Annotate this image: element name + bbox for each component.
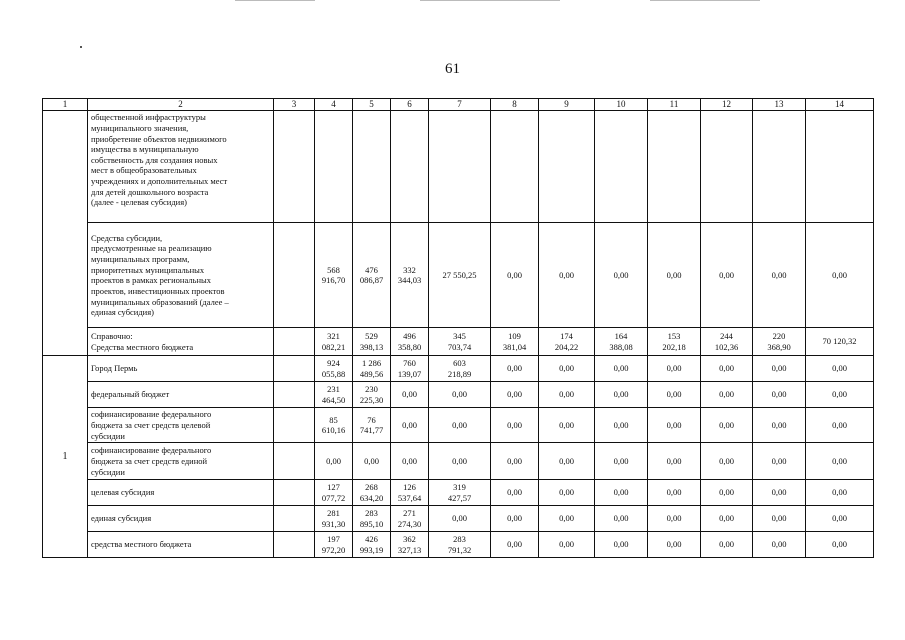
table-row (43, 356, 874, 382)
value-cell: 0,00 (648, 382, 701, 408)
value-cell: 321 082,21 (315, 328, 353, 356)
value-cell: 0,00 (491, 506, 539, 532)
column-number-cell: 1 (43, 99, 88, 111)
row-label-cell: Справочно: Средства местного бюджета (88, 328, 274, 356)
value-cell: 231 464,50 (315, 382, 353, 408)
value-cell: 345 703,74 (429, 328, 491, 356)
row-label-cell: федеральный бюджет (88, 382, 274, 408)
value-cell: 426 993,19 (353, 532, 391, 558)
table-body (43, 99, 874, 558)
column-number-cell: 6 (391, 99, 429, 111)
column-number-cell: 2 (88, 99, 274, 111)
value-cell: 0,00 (429, 382, 491, 408)
value-cell: 760 139,07 (391, 356, 429, 382)
value-cell: 244 102,36 (701, 328, 753, 356)
empty-cell (274, 408, 315, 443)
scan-top-rule (420, 0, 560, 1)
value-cell: 0,00 (595, 356, 648, 382)
value-cell: 1 286 489,56 (353, 356, 391, 382)
value-cell: 0,00 (806, 223, 874, 328)
empty-cell (274, 356, 315, 382)
table-row (43, 223, 874, 328)
value-cell: 924 055,88 (315, 356, 353, 382)
empty-value-cell (353, 111, 391, 223)
empty-cell (274, 443, 315, 480)
column-number-cell: 5 (353, 99, 391, 111)
empty-value-cell (391, 111, 429, 223)
empty-cell (274, 111, 315, 223)
empty-value-cell (753, 111, 806, 223)
value-cell: 0,00 (753, 356, 806, 382)
value-cell: 0,00 (648, 356, 701, 382)
value-cell: 0,00 (648, 480, 701, 506)
value-cell: 0,00 (491, 356, 539, 382)
value-cell: 603 218,89 (429, 356, 491, 382)
row-number-cell (43, 111, 88, 356)
value-cell: 220 368,90 (753, 328, 806, 356)
table-row (43, 111, 874, 223)
value-cell: 0,00 (806, 356, 874, 382)
row-label-cell: софинансирование федерального бюджета за счет средств целевой субсидии (88, 408, 274, 443)
empty-value-cell (595, 111, 648, 223)
value-cell: 0,00 (595, 408, 648, 443)
row-label-cell: единая субсидия (88, 506, 274, 532)
value-cell: 0,00 (753, 382, 806, 408)
value-cell: 70 120,32 (806, 328, 874, 356)
value-cell: 271 274,30 (391, 506, 429, 532)
value-cell: 0,00 (648, 532, 701, 558)
header-row (43, 99, 874, 111)
value-cell: 268 634,20 (353, 480, 391, 506)
table-row (43, 408, 874, 443)
row-label-cell: Город Пермь (88, 356, 274, 382)
value-cell: 0,00 (429, 443, 491, 480)
value-cell: 0,00 (539, 480, 595, 506)
value-cell: 0,00 (491, 532, 539, 558)
value-cell: 0,00 (595, 223, 648, 328)
value-cell: 164 388,08 (595, 328, 648, 356)
value-cell: 0,00 (753, 480, 806, 506)
empty-value-cell (315, 111, 353, 223)
table-row (43, 532, 874, 558)
value-cell: 0,00 (491, 382, 539, 408)
empty-cell (274, 480, 315, 506)
value-cell: 0,00 (595, 443, 648, 480)
group-number-cell: 1 (43, 356, 88, 558)
empty-value-cell (806, 111, 874, 223)
value-cell: 0,00 (648, 408, 701, 443)
row-label-cell: целевая субсидия (88, 480, 274, 506)
value-cell: 0,00 (806, 443, 874, 480)
column-number-cell: 9 (539, 99, 595, 111)
value-cell: 0,00 (701, 223, 753, 328)
value-cell: 0,00 (806, 480, 874, 506)
value-cell: 0,00 (491, 480, 539, 506)
empty-value-cell (648, 111, 701, 223)
value-cell: 362 327,13 (391, 532, 429, 558)
table-row (43, 480, 874, 506)
value-cell: 0,00 (701, 382, 753, 408)
value-cell: 0,00 (753, 532, 806, 558)
value-cell: 0,00 (539, 382, 595, 408)
row-label-cell: общественной инфраструктуры муниципального значения, приобретение объектов недвижимого имущества в муниципальную собственность для создания новых мест в общеобразовательных учреждениях и дополнительных мест для детей дошкольного возраста (далее - целевая субсидия) (88, 111, 274, 223)
value-cell: 0,00 (701, 408, 753, 443)
scan-top-rule (235, 0, 315, 1)
value-cell: 0,00 (753, 506, 806, 532)
value-cell: 0,00 (539, 356, 595, 382)
empty-cell (274, 382, 315, 408)
table-row (43, 328, 874, 356)
value-cell: 0,00 (315, 443, 353, 480)
empty-value-cell (539, 111, 595, 223)
column-number-cell: 13 (753, 99, 806, 111)
value-cell: 127 077,72 (315, 480, 353, 506)
value-cell: 281 931,30 (315, 506, 353, 532)
value-cell: 0,00 (539, 506, 595, 532)
value-cell: 0,00 (648, 443, 701, 480)
value-cell: 0,00 (391, 408, 429, 443)
column-number-cell: 14 (806, 99, 874, 111)
value-cell: 568 916,70 (315, 223, 353, 328)
table-row (43, 506, 874, 532)
value-cell: 0,00 (491, 223, 539, 328)
scan-speck (80, 46, 82, 48)
value-cell: 0,00 (429, 506, 491, 532)
value-cell: 230 225,30 (353, 382, 391, 408)
value-cell: 0,00 (701, 506, 753, 532)
budget-table (42, 98, 874, 558)
column-number-cell: 12 (701, 99, 753, 111)
value-cell: 174 204,22 (539, 328, 595, 356)
empty-cell (274, 532, 315, 558)
value-cell: 0,00 (595, 506, 648, 532)
value-cell: 0,00 (701, 443, 753, 480)
value-cell: 283 791,32 (429, 532, 491, 558)
value-cell: 0,00 (701, 480, 753, 506)
empty-value-cell (701, 111, 753, 223)
column-number-cell: 7 (429, 99, 491, 111)
value-cell: 283 895,10 (353, 506, 391, 532)
value-cell: 0,00 (753, 223, 806, 328)
value-cell: 76 741,77 (353, 408, 391, 443)
page-number: 61 (445, 61, 460, 77)
scan-top-rule (650, 0, 760, 1)
value-cell: 319 427,57 (429, 480, 491, 506)
row-label-cell: Средства субсидии, предусмотренные на реализацию муниципальных программ, приоритетных муниципальных проектов в рамках региональных проектов, инвестиционных проектов муниципальных образований (далее – единая субсидия) (88, 223, 274, 328)
value-cell: 85 610,16 (315, 408, 353, 443)
table-row (43, 443, 874, 480)
value-cell: 0,00 (806, 408, 874, 443)
column-number-cell: 10 (595, 99, 648, 111)
column-number-cell: 3 (274, 99, 315, 111)
value-cell: 0,00 (391, 382, 429, 408)
value-cell: 0,00 (595, 382, 648, 408)
value-cell: 0,00 (648, 506, 701, 532)
row-label-cell: софинансирование федерального бюджета за счет средств единой субсидии (88, 443, 274, 480)
value-cell: 476 086,87 (353, 223, 391, 328)
value-cell: 0,00 (806, 506, 874, 532)
value-cell: 0,00 (539, 443, 595, 480)
empty-value-cell (429, 111, 491, 223)
value-cell: 496 358,80 (391, 328, 429, 356)
row-label-cell: средства местного бюджета (88, 532, 274, 558)
value-cell: 529 398,13 (353, 328, 391, 356)
value-cell: 153 202,18 (648, 328, 701, 356)
value-cell: 0,00 (491, 443, 539, 480)
value-cell: 0,00 (391, 443, 429, 480)
empty-value-cell (491, 111, 539, 223)
empty-cell (274, 328, 315, 356)
value-cell: 0,00 (701, 356, 753, 382)
value-cell: 0,00 (539, 223, 595, 328)
value-cell: 0,00 (806, 532, 874, 558)
value-cell: 197 972,20 (315, 532, 353, 558)
value-cell: 0,00 (429, 408, 491, 443)
value-cell: 0,00 (753, 408, 806, 443)
value-cell: 0,00 (491, 408, 539, 443)
value-cell: 0,00 (539, 532, 595, 558)
column-number-cell: 11 (648, 99, 701, 111)
table-row (43, 382, 874, 408)
value-cell: 0,00 (595, 532, 648, 558)
value-cell: 0,00 (701, 532, 753, 558)
value-cell: 0,00 (648, 223, 701, 328)
value-cell: 332 344,03 (391, 223, 429, 328)
empty-cell (274, 223, 315, 328)
value-cell: 109 381,04 (491, 328, 539, 356)
empty-cell (274, 506, 315, 532)
column-number-cell: 8 (491, 99, 539, 111)
value-cell: 0,00 (539, 408, 595, 443)
value-cell: 0,00 (353, 443, 391, 480)
value-cell: 27 550,25 (429, 223, 491, 328)
value-cell: 0,00 (595, 480, 648, 506)
value-cell: 126 537,64 (391, 480, 429, 506)
value-cell: 0,00 (753, 443, 806, 480)
column-number-cell: 4 (315, 99, 353, 111)
value-cell: 0,00 (806, 382, 874, 408)
